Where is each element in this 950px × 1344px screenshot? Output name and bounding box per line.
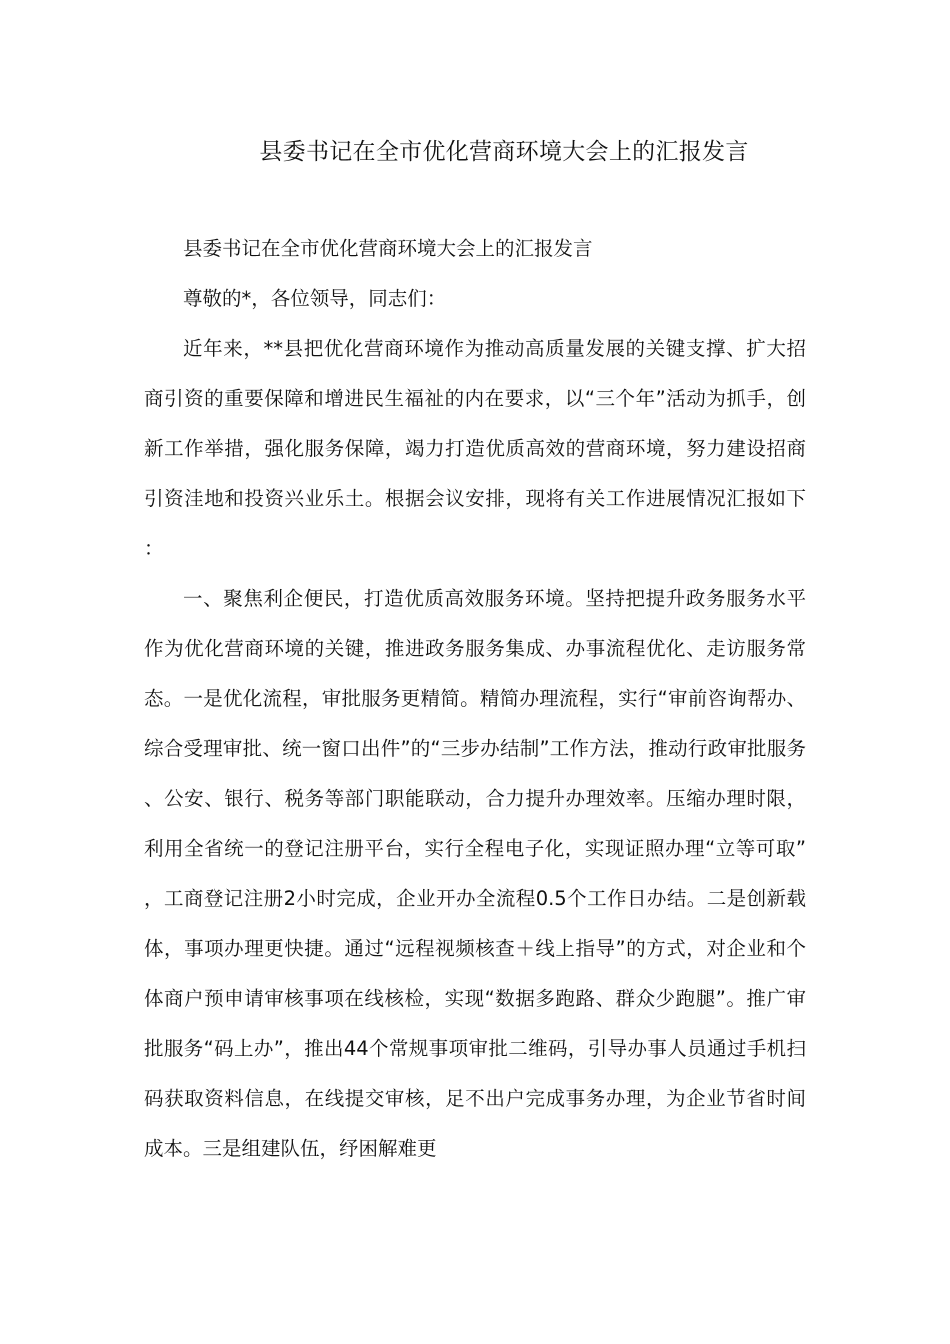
paragraph-introduction: 近年来，**县把优化营商环境作为推动高质量发展的关键支撑、扩大招商引资的重要保障和增进民生福祉的内在要求，以“三个年”活动为抓手，创新工作举措，强化服务保障，竭力打造优质高效的营商环境，努力建设招商引资洼地和投资兴业乐土。根据会议安排，现将有关工作进展情况汇报如下： bbox=[144, 337, 806, 560]
paragraph-heading-repeat: 县委书记在全市优化营商环境大会上的汇报发言 bbox=[183, 237, 593, 260]
paragraph-section-one: 一、聚焦利企便民，打造优质高效服务环境。坚持把提升政务服务水平作为优化营商环境的关键，推进政务服务集成、办事流程优化、走访服务常态。一是优化流程，审批服务更精简。精简办理流程，实行“审前咨询帮办、综合受理审批、统一窗口出件”的“三步办结制”工作方法，推动行政审批服务、公安、银行、税务等部门职能联动，合力提升办理效率。压缩办理时限，利用全省统一的登记注册平台，实行全程电子化，实现证照办理“立等可取”，工商登记注册2小时完成，企业开办全流程0.5个工作日办结。二是创新载体，事项办理更快捷。通过“远程视频核查＋线上指导”的方式，对企业和个体商户预申请审核事项在线核检，实现“数据多跑路、群众少跑腿”。推广审批服务“码上办”，推出44个常规事项审批二维码，引导办事人员通过手机扫码获取资料信息，在线提交审核，足不出户完成事务办理，为企业节省时间成本。三是组建队伍，纾困解难更 bbox=[144, 587, 806, 1160]
paragraph-salutation: 尊敬的*，各位领导，同志们： bbox=[183, 287, 447, 310]
document-title: 县委书记在全市优化营商环境大会上的汇报发言 bbox=[259, 139, 749, 165]
document-body bbox=[144, 224, 806, 1174]
